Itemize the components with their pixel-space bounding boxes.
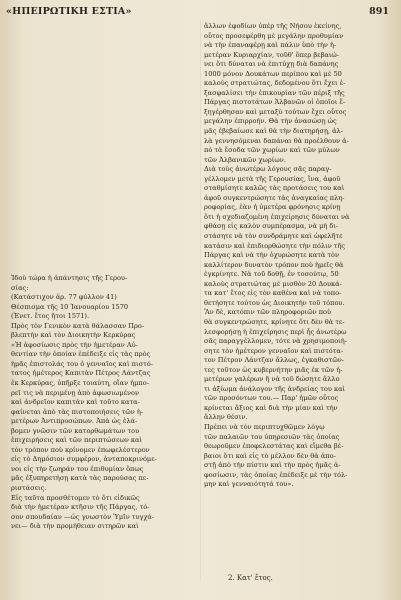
- text-line: σίας:: [11, 283, 29, 292]
- page-number: 891: [369, 6, 389, 17]
- text-line: οὗτος προσεφέρθη μὲ μεγάλην προθυμίαν: [204, 31, 344, 40]
- paragraph: [204, 22, 394, 165]
- text-line: καλοὺς στρατιώτας, δεδομένου ὅτι ἔχει ἐ-: [204, 79, 346, 88]
- column-gutter: [200, 20, 201, 580]
- text-line: ἀφοῦ συγκεντρώσητε τὰς ἀναγκαίας πλη-: [204, 193, 345, 202]
- text-line: ἐπιχειρήσεις καὶ τῶν περιπτώσεων καὶ: [11, 436, 143, 445]
- text-line: τα κατ' ἔτος εἰς τὸν καθένα καὶ νὰ τοπο-: [204, 289, 342, 298]
- text-line: ἄλλην θέσιν.: [204, 413, 248, 422]
- text-line: Ἰδοὺ τώρα ἡ ἀπάντησις τῆς Γερου-: [11, 274, 128, 282]
- text-line: νει— διὰ τὴν προμήθειαν σιτηρῶν καὶ: [11, 522, 139, 531]
- text-line: Θέσπισμα τῆς 10 Ἰανουαρίου 1570: [11, 302, 129, 311]
- text-line: τατος ἡμέτερος Καπιτὰν Πέτρος Λάντζας: [11, 369, 151, 378]
- text-line: τῶν Ἀλβανικῶν χωρίων.: [204, 155, 286, 164]
- text-line: σᾶς παραγγέλλομεν, τότε νὰ χρησιμοποιή-: [204, 337, 347, 346]
- text-line: καλοὺς στρατιώτας μὲ μισθὸν 20 Δουκά-: [204, 279, 342, 288]
- left-column: [11, 274, 197, 532]
- text-line: Ἂν δὲ, κατόπιν τῶν πληροφοριῶν ποὺ: [204, 308, 332, 317]
- text-line: ξηγέρθησαν καὶ μεταξὺ τούτων ἔχει οὗτος: [204, 107, 347, 116]
- text-line: (Κατάστιχον ἀρ. 77 φύλλον 41): [11, 293, 117, 302]
- text-line: ξασφαλίσει τὴν ἐπικουρίαν τῶν πέριξ τῆς: [204, 88, 345, 97]
- text-line: τι ἀξίωμα ἀνάλογον τῆς ἀνδρείας του καὶ: [204, 384, 346, 393]
- running-title: «ΗΠΕΙΡΩΤΙΚΗ ΕΣΤΙΑ»: [6, 6, 132, 17]
- text-line: κρίνεται ἄξιος καὶ διὰ τὴν μίαν καὶ τὴν: [204, 403, 338, 412]
- text-line: καὶ ἀνδρεῖον καπιτὰν καὶ τοῦτο κατα-: [11, 398, 140, 407]
- text-line: Εἰς ταῦτα προσθέτομεν τὸ ὅτι εἰδικῶς: [11, 493, 140, 502]
- text-line: θετήσητε τούτου ὡς Διοικητὴν τοῦ τόπου.: [204, 298, 345, 307]
- text-line: στῇ ἀπὸ τὴν πίστιν καὶ τὴν πρὸς ἡμᾶς ἀ-: [204, 461, 341, 470]
- footnote: 2. Κατ' ἔτος.: [228, 574, 273, 582]
- text-line: πὸ τὰ ἔσοδα τῶν χωρίων καὶ τῶν μύλων: [204, 146, 340, 155]
- text-line: εἰς τὸ Δημόσιον συμφέρον, ἀνταποκρινόμε-: [11, 455, 157, 464]
- text-line: 1000 μόνον Δουκάτων περίπου καὶ μὲ 50: [204, 69, 342, 78]
- text-line: κατάσιν καὶ ἐπιδιορθώσητε τὴν πόλιν τῆς: [204, 241, 346, 250]
- text-line: λεσφορήσῃ ἡ ἐπιχείρησις περὶ ἧς ἀνωτέρω: [204, 327, 347, 336]
- text-line: ἐγκρίνητε. Νὰ τοῦ δοθῇ, ἐν τοσούτῳ, 50: [204, 270, 339, 279]
- text-line: θὰ συγκεντρώσητε, κρίνητε ὅτι δὲν θὰ τε-: [204, 317, 345, 326]
- paragraph: [204, 308, 394, 423]
- text-line: «Ἡ ἀφοσίωσις πρὸς τὴν ἡμετέραν Αὐ-: [11, 340, 138, 349]
- text-line: ἐκ Κερκύρας, ὑπῆρξε τοιαύτη, οἵαν ἡμπο-: [11, 379, 149, 388]
- text-line: θεωροῦμεν ἐποφελεστάτας καὶ εἴμεθα βέ-: [204, 442, 344, 451]
- text-line: τῶν παλαιῶν του ὑπηρεσιῶν τὰς ὁποίας: [204, 432, 340, 441]
- text-line: θεντίαν τὴν ὁποίαν ἐπέδειξε εἰς τὰς πρὸς: [11, 350, 151, 359]
- text-line: σον σπουδαίαν —ὡς γνωστὸν Ὑμῖν τυγχά-: [11, 512, 155, 521]
- text-line: βαιοι ὅτι καὶ εἰς τὸ μέλλον δὲν θὰ ἀπο-: [204, 451, 336, 460]
- text-line: μην καὶ γενναιότητά του».: [204, 480, 294, 489]
- text-line: ἄλλων ἐφοδίων ὑπὲρ τῆς Νήσου ἐκείνης,: [204, 22, 342, 30]
- text-line: μᾶς ἐβεβαίωσε καὶ θὰ τὴν διατηρήσῃ, ἀλ-: [204, 127, 343, 136]
- text-line: τὸν τρόπον ποὺ κρίνομεν ἐπωφελέστερον: [11, 445, 150, 454]
- text-line: τον Πέτρον Λάντζαν ἄλλως, ἐγκαθιστῶν-: [204, 356, 344, 365]
- text-line: μᾶς ἐξυπηρετήσῃ κατὰ τὰς παρούσας πε-: [11, 474, 149, 483]
- paragraph: [204, 423, 394, 490]
- text-line: (Ἐνετ. ἔτος ἤτοι 1571).: [11, 312, 90, 321]
- text-line: ἡμᾶς ἐπιστολάς του ὁ γενναῖος καὶ πιστό-: [11, 359, 153, 368]
- text-line: σταθμίσητε καλῶς τὰς προτάσεις του καὶ: [204, 184, 345, 193]
- right-column: [204, 22, 394, 490]
- text-line: Πάργας καὶ νὰ τὴν ὀχυρώσητε κατὰ τὸν: [204, 251, 340, 260]
- text-line: Πάργας πιστοτάτων Ἀλβανῶν οἱ ὁποῖοι ἔ-: [204, 98, 346, 107]
- text-line: φοσίωσιν, τὰς ὁποίας ἐπέδειξε μὲ τὴν τόλ-: [204, 470, 348, 479]
- text-line: ρεῖ τις νὰ περιμένῃ ἀπὸ ἀφωσιωμένον: [11, 388, 139, 397]
- text-line: μετέρων γαλέρων ἢ νὰ τοῦ δώσητε ἄλλο: [204, 375, 340, 384]
- text-line: βομεν γνῶσιν τῶν κατορθωμάτων του: [11, 426, 140, 435]
- text-line: τῶν προσόντων του.— Παρ' ἡμῶν οὗτος: [204, 394, 339, 403]
- text-line: βλεπτὴν καὶ τὸν Διοικητὴν Κερκύρας: [11, 331, 136, 340]
- text-line: σητε τὸν ἡμέτερον γενναῖον καὶ πιστότα-: [204, 346, 344, 355]
- text-line: μετέραν Κυριαρχίαν, τοῦθ' ὅπερ βεβαιώ-: [204, 50, 340, 59]
- paragraph: [204, 165, 394, 308]
- text-line: καλλίτερον δυνατὸν τρόπον ποὺ ἡμεῖς θὰ: [204, 260, 344, 269]
- text-line: γέλλομεν μετὰ τῆς Γερουσίας, ἵνα, ἀφοῦ: [204, 174, 341, 183]
- text-line: τες τοῦτον ὡς κυβερνήτην μιᾶς ἐκ τῶν ἡ-: [204, 365, 343, 374]
- text-line: Διὰ τοὺς ἀνωτέρω λόγους σᾶς παραγ-: [204, 165, 332, 174]
- text-line: στάσητε νὰ τὸν συνδράμητε καὶ ὠφελῆτε: [204, 232, 343, 241]
- text-line: νει ὅτι δύναται νὰ ἐπιτύχῃ διὰ δαπάνης: [204, 60, 339, 69]
- text-line: μετέρων Ἀντιπροσώπων. Ἀπὰ ὡς ἐλά-: [11, 417, 138, 426]
- text-line: νοι εἰς τὴν ζωηράν του ἐπιθυμίαν ὅπως: [11, 464, 144, 473]
- text-line: ροφορίας, ἐὰν ἡ ὑμετέρα φρόνησις κρίνῃ: [204, 203, 341, 212]
- text-line: διὰ τὴν ἡμετέραν κτῆσιν τῆς Πάργας, τό-: [11, 503, 150, 512]
- text-line: ριστάσεις.: [11, 484, 47, 493]
- text-line: Πρέπει νὰ τὸν περιπτυχθῶμεν λόγῳ: [204, 422, 325, 431]
- text-line: νὰ τὴν ἐπαναφέρῃ καὶ πάλιν ὑπὸ τὴν ἡ-: [204, 41, 337, 50]
- text-line: φαίνεται ἀπὸ τὰς πιστοποιήσεις τῶν ἡ-: [11, 407, 144, 416]
- text-line: λὰ γεννησόμεναι δαπάναι θὰ προέλθουν ἀ-: [204, 136, 349, 145]
- text-line: φθάσῃ εἰς καλὸν συμπέρασμα, νὰ μὴ δι-: [204, 222, 339, 231]
- text-line: Πρὸς τὸν Γενικὸν κατὰ θάλασσαν Προ-: [11, 321, 145, 330]
- text-line: ὅτι ἡ σχεδιαζομένη ἐπιχείρησις δύναται νὰ: [204, 212, 350, 221]
- text-line: μεγάλην ἐπιρροήν. Θὰ τὴν ἀνασώσῃ ὡς: [204, 117, 337, 126]
